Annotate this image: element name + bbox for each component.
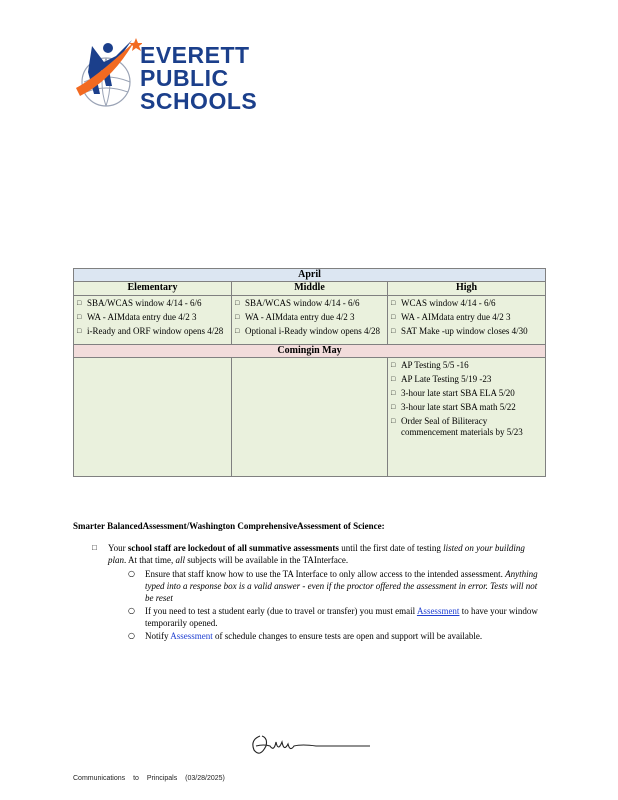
list-item: □ SBA/WCAS window 4/14 - 6/6: [77, 298, 228, 309]
list-item: [128, 568, 545, 604]
circle-bullet-icon: ○: [128, 606, 135, 615]
text: until the first date of testing: [341, 543, 441, 553]
column-header-middle: Middle: [232, 282, 388, 296]
list-item: □ 3-hour late start SBA math 5/22: [391, 402, 542, 413]
list-item: □ WA - AIMdata entry due 4/2 3: [235, 312, 384, 323]
bold-text: school staff are lockedout of all summative assessments: [127, 543, 339, 553]
text: . At that time,: [124, 555, 174, 565]
text: subjects will be available in the TAInterface.: [187, 555, 349, 565]
italic-text: Anything typed into a response box is a valid answer - even if the proctor offered the assessment in error. Tests will not be reset: [145, 569, 538, 603]
high-may-cell: [388, 358, 546, 477]
bullet-box-icon: □: [92, 543, 97, 552]
text: If you need to test a student early (due to travel or transfer) you must email: [145, 606, 416, 616]
sub-bullet-list: [73, 568, 545, 642]
assessment-email-link[interactable]: Assessment: [416, 606, 460, 616]
logo-line-1: EVERETT: [140, 42, 250, 68]
circle-bullet-icon: ○: [128, 631, 135, 640]
handwritten-signature: [246, 728, 376, 760]
list-item: □ WA - AIMdata entry due 4/2 3: [77, 312, 228, 323]
elementary-may-cell: [74, 358, 232, 477]
list-item: □ WA - AIMdata entry due 4/2 3: [391, 312, 542, 323]
text: Ensure that staff know how to use the TA Interface to only allow access to the intended assessment.: [145, 569, 503, 579]
month-header: April: [74, 269, 546, 282]
italic-text: all: [175, 555, 186, 565]
circle-bullet-icon: ○: [128, 569, 135, 578]
elementary-april-cell: [74, 296, 232, 345]
list-item: □ Order Seal of Biliteracy commencement materials by 5/23: [391, 416, 542, 438]
logo-line-2: PUBLIC: [140, 65, 229, 91]
list-item: □ AP Testing 5/5 -16: [391, 360, 542, 371]
assessment-link[interactable]: Assessment: [170, 631, 213, 641]
text: to have your window temporarily opened.: [145, 606, 538, 628]
text: of schedule changes to ensure tests are open and support will be available.: [215, 631, 483, 641]
coming-in-may-header: Comingin May: [74, 345, 546, 358]
list-item: □ SAT Make -up window closes 4/30: [391, 326, 542, 337]
list-item: □ 3-hour late start SBA ELA 5/20: [391, 388, 542, 399]
middle-may-cell: [232, 358, 388, 477]
logo-wordmark: [140, 44, 257, 113]
column-header-high: High: [388, 282, 546, 296]
column-header-elementary: Elementary: [74, 282, 232, 296]
text: Notify: [145, 631, 169, 641]
list-item: [128, 630, 545, 642]
list-item: □ AP Late Testing 5/19 -23: [391, 374, 542, 385]
logo-line-3: SCHOOLS: [140, 88, 258, 114]
list-item: □ SBA/WCAS window 4/14 - 6/6: [235, 298, 384, 309]
list-item: □ WCAS window 4/14 - 6/6: [391, 298, 542, 309]
middle-april-cell: [232, 296, 388, 345]
assessment-schedule-table: [73, 268, 546, 477]
notice-heading: Smarter BalancedAssessment/Washington ComprehensiveAssessment of Science:: [73, 521, 385, 531]
notice-bullet: [73, 542, 545, 566]
list-item: □ i-Ready and ORF window opens 4/28: [77, 326, 228, 337]
text: Your: [108, 543, 126, 553]
logo-figure-icon: [72, 36, 142, 116]
high-april-cell: [388, 296, 546, 345]
list-item: □ Optional i-Ready window opens 4/28: [235, 326, 384, 337]
italic-text: listed on your building plan: [108, 543, 525, 565]
list-item: [128, 605, 545, 629]
footer-text: Communications to Principals (03/28/2025): [73, 775, 225, 782]
assessment-notice: [73, 520, 545, 643]
